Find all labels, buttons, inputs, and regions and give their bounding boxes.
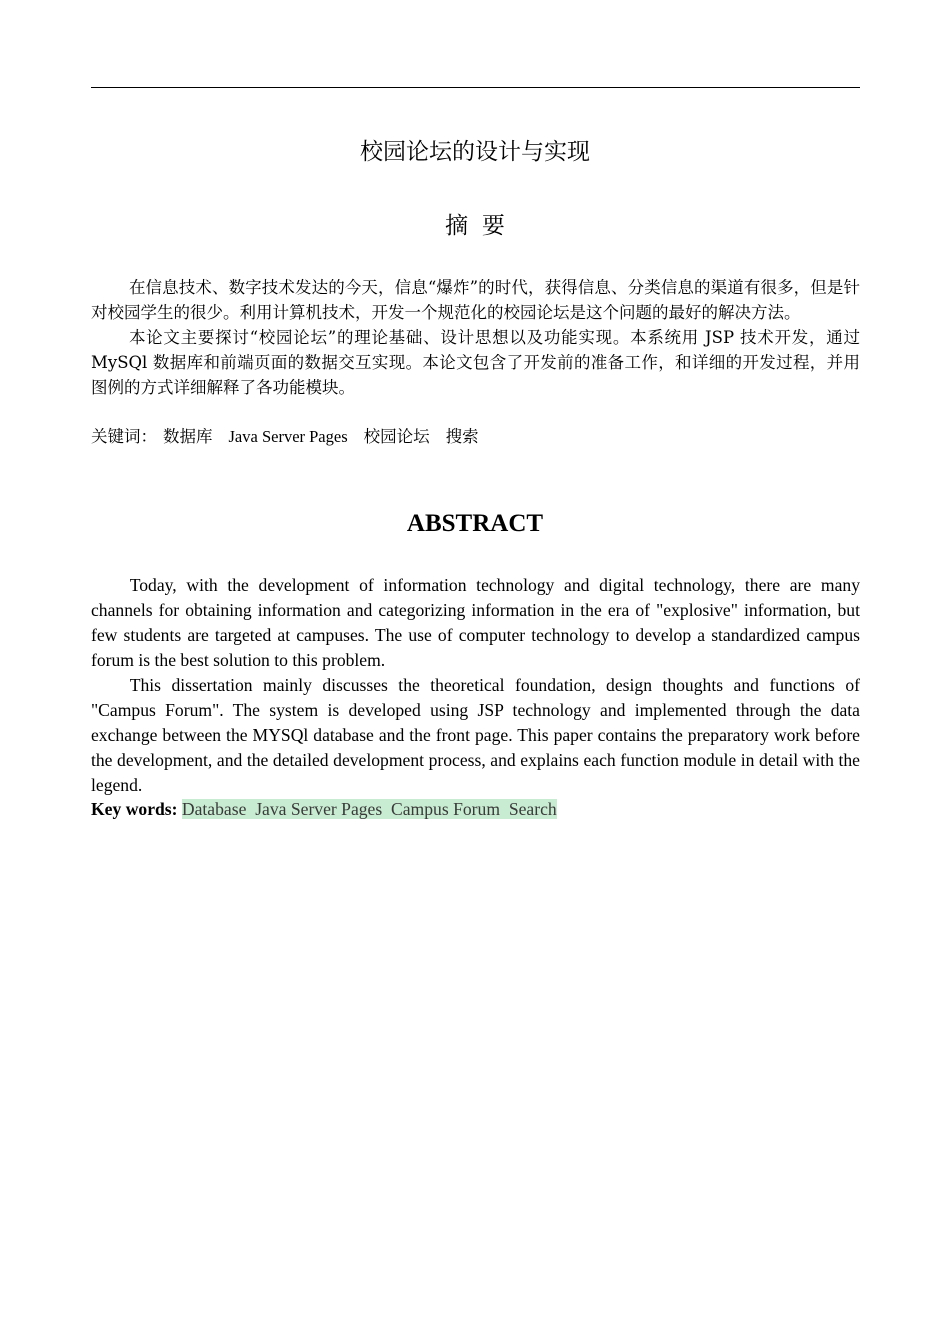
chinese-keyword: 校园论坛 — [363, 427, 430, 446]
chinese-keyword: 搜索 — [445, 427, 479, 446]
english-abstract-body — [91, 573, 860, 798]
chinese-keywords — [91, 424, 860, 449]
chinese-title: 校园论坛的设计与实现 — [360, 139, 590, 165]
chinese-abstract-body — [91, 275, 860, 400]
chinese-paragraph-1: 在信息技术、数字技术发达的今天，信息“爆炸”的时代，获得信息、分类信息的渠道有很多，但是针对校园学生的很少。利用计算机技术，开发一个规范化的校园论坛是这个问题的最好的解决方法。 — [91, 278, 860, 322]
english-keyword: Java Server Pages — [255, 799, 383, 819]
english-paragraph-1: Today, with the development of information technology and digital technology, there are many channels for obtaining information and categorizing information in the era of "explosive" information, but few students are targeted at campuses. The use of computer technology to develop a standardized campus forum is the best solution to this problem. — [91, 575, 860, 670]
english-paragraph-2: This dissertation mainly discusses the theoretical foundation, design thoughts and functions of "Campus Forum". The system is developed using JSP technology and implemented through the data exchange between the MYSQl database and the front page. This paper contains the preparatory work before the development, and the detailed development process, and explains each function module in detail with the legend. — [91, 675, 860, 795]
english-keyword: Campus Forum — [391, 799, 501, 819]
chinese-abstract-heading: 摘要 — [445, 213, 519, 239]
header-rule — [91, 87, 860, 88]
chinese-keyword: 数据库 — [163, 427, 213, 446]
chinese-paragraph-2: 本论文主要探讨“校园论坛”的理论基础、设计思想以及功能实现。本系统用 JSP 技术开发，通过 MySQl 数据库和前端页面的数据交互实现。本论文包含了开发前的准备工作，和详细的开发过程，并用图例的方式详细解释了各功能模块。 — [91, 328, 860, 397]
english-keyword: Database — [181, 799, 247, 819]
chinese-keywords-label: 关键词： — [91, 427, 157, 446]
english-keyword: Search — [508, 799, 557, 819]
chinese-keyword: Java Server Pages — [228, 427, 348, 446]
english-keywords-label: Key words: — [91, 799, 178, 819]
english-abstract-heading: ABSTRACT — [406, 510, 544, 537]
english-keywords — [91, 797, 860, 822]
